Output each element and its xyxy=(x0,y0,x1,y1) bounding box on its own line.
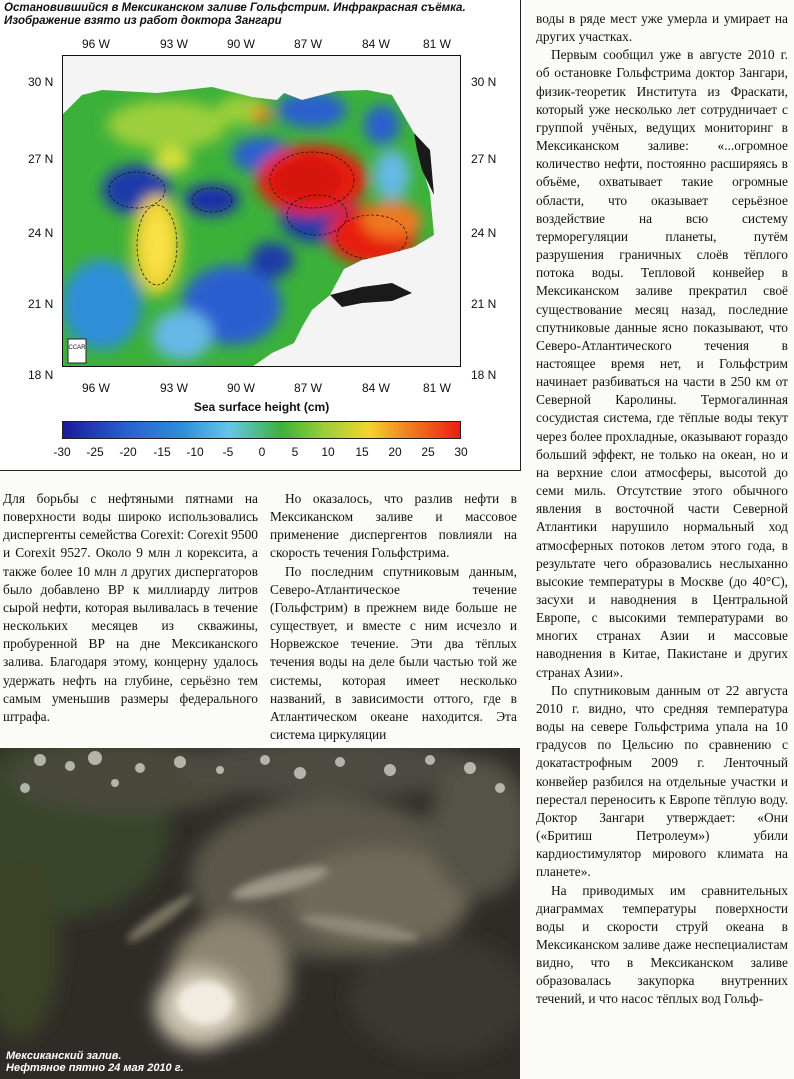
photo-caption xyxy=(6,1050,184,1074)
paragraph: Для борьбы с нефтяными пятнами на поверхности воды широко использовались диспергенты семейства Corexit: Corexit 9500 и Corexit 9527. Около 9 млн л корексита, а также более 10 млн л других диспергаторов было добавлено ВР к миллиарду литров сырой нефти, которая выливалась в течение нескольких месяцев из скважины, пробуренной ВР на дне Мексиканского залива. Благодаря этому, концерну удалось удержать нефть на глубине, серьёзно тем самым уменьшив размеры федерального штрафа. xyxy=(3,491,258,724)
photo-caption-line: Нефтяное пятно 24 мая 2010 г. xyxy=(6,1062,184,1074)
y-tick-left: 27 N xyxy=(28,152,54,166)
ccar-logo xyxy=(68,339,86,363)
colorbar-tick: 30 xyxy=(454,445,468,459)
oil-spill-satellite-photo xyxy=(0,748,520,1079)
colorbar-tick: 15 xyxy=(355,445,369,459)
colorbar-tick: 25 xyxy=(421,445,435,459)
y-tick-left: 21 N xyxy=(28,297,54,311)
x-tick-top: 96 W xyxy=(82,37,111,51)
logo-text: CCAR xyxy=(68,345,86,351)
paragraph: Первым сообщил уже в августе 2010 г. об остановке Гольфстрима доктор Зангари, физик-теоретик Института из Фраскати, который уже несколько лет сотрудничает с группой учёных, ведущих мониторинг в Мексиканском заливе: «...огромное количество нефти, постоянно расширяясь в объёме, охватывает такие огромные области, что оказывает серьёзное воздействие на всю систему терморегуляции планеты, путём разрушения граничных слоёв тёплого потока воды. Тепловой конвейер в Мексиканском заливе прекратил своё существование месяц назад, последние спутниковые данные ясно показывают, что Северо-Атлантического течения в настоящее время нет, и Гольфстрим начинает разбиваться на части в 250 км от Северной Каролины. Термогалинная сосудистая система, где тёплые воды текут через более прохладные, оказывают гораздо больший эффект, не только на океан, но и на верхние слои атмосферы, высотой до семи миль. Отсутствие этого обычного явления в восточной части Северной Атлантики нарушило нормальный ход атмосферных потоков летом этого года, в результате чего образовались неслыханно высокие температуры в Москве (до 40°С), засухи и наводнения в Центральной Европе, с высокими температурами во многих странах Азии и массовые наводнения в Китае, Пакистане и других странах Азии». xyxy=(536,47,788,680)
x-tick-bottom: 96 W xyxy=(82,381,111,395)
x-tick-top: 84 W xyxy=(362,37,391,51)
text-column-3 xyxy=(536,10,788,1009)
y-tick-left: 18 N xyxy=(28,368,54,382)
y-tick-right: 27 N xyxy=(471,152,497,166)
colorbar-tick: -25 xyxy=(86,445,104,459)
x-tick-bottom: 84 W xyxy=(362,381,391,395)
photo-caption-line: Мексиканский залив. xyxy=(6,1050,122,1062)
colorbar-tick: -20 xyxy=(119,445,137,459)
colorbar-tick: -30 xyxy=(53,445,71,459)
colorbar-tick: -10 xyxy=(186,445,204,459)
x-tick-bottom: 87 W xyxy=(294,381,323,395)
sea-height-figure xyxy=(0,0,521,471)
y-tick-left: 30 N xyxy=(28,75,54,89)
paragraph: Но оказалось, что разлив нефти в Мексиканском заливе и массовое применение диспергентов повлияли на скорость течения Гольфстрима. xyxy=(270,491,517,561)
paragraph: воды в ряде мест уже умерла и умирает на других участках. xyxy=(536,11,788,45)
colorbar-tick: -5 xyxy=(222,445,234,459)
text-column-2 xyxy=(270,490,517,744)
paragraph: По спутниковым данным от 22 августа 2010 г. видно, что средняя температура воды на севере Гольфстрима упала на 10 градусов по Цельсию по сравнению с докатастрофным 2009 г. Ленточный конвейер разбился на отдельные участки и перестал переносить к Европе тёплую воду. Доктор Зангари утверждает: «Они («Бритиш Петролеум») убили кардиостимулятор мирового климата на планете». xyxy=(536,682,788,880)
y-tick-right: 18 N xyxy=(471,368,497,382)
paragraph: По последним спутниковым данным, Северо-Атлантическое течение (Гольфстрим) в прежнем виде больше не существует, и вместе с ним исчезло и Норвежское течение. Эти два тёплых течения воды на деле были частью той же системы, которая имеет несколько названий, в зависимости оттого, где в Атлантическом океане находится. Эта система циркуляции xyxy=(270,563,517,743)
gulf-heatmap xyxy=(62,55,461,367)
paragraph: На приводимых им сравнительных диаграммах температуры поверхности воды и скорости струй океана в Мексиканском заливе даже неспециалистам видно, что в Мексиканском заливе образовалась закупорка внутренних течений, и что насос тёплых вод Гольф- xyxy=(536,882,788,1007)
colorbar-tick: -15 xyxy=(153,445,171,459)
colorbar-tick: 5 xyxy=(291,445,299,459)
colorbar xyxy=(62,421,461,439)
colorbar-tick: 10 xyxy=(321,445,335,459)
colorbar-title: Sea surface height (cm) xyxy=(193,400,330,414)
y-tick-left: 24 N xyxy=(28,226,54,240)
x-tick-bottom: 93 W xyxy=(160,381,189,395)
x-tick-top: 81 W xyxy=(423,37,452,51)
text-column-1 xyxy=(3,490,258,726)
colorbar-tick: 20 xyxy=(388,445,402,459)
x-tick-bottom: 81 W xyxy=(423,381,452,395)
y-tick-right: 21 N xyxy=(471,297,497,311)
x-tick-top: 90 W xyxy=(227,37,256,51)
y-tick-right: 24 N xyxy=(471,226,497,240)
x-tick-top: 87 W xyxy=(294,37,323,51)
x-tick-bottom: 90 W xyxy=(227,381,256,395)
x-tick-top: 93 W xyxy=(160,37,189,51)
colorbar-tick: 0 xyxy=(258,445,266,459)
figure-caption: Остановившийся в Мексиканском заливе Гольфстрим. Инфракрасная съёмка. Изображение взято из работ доктора Зангари xyxy=(4,2,466,27)
y-tick-right: 30 N xyxy=(471,75,497,89)
